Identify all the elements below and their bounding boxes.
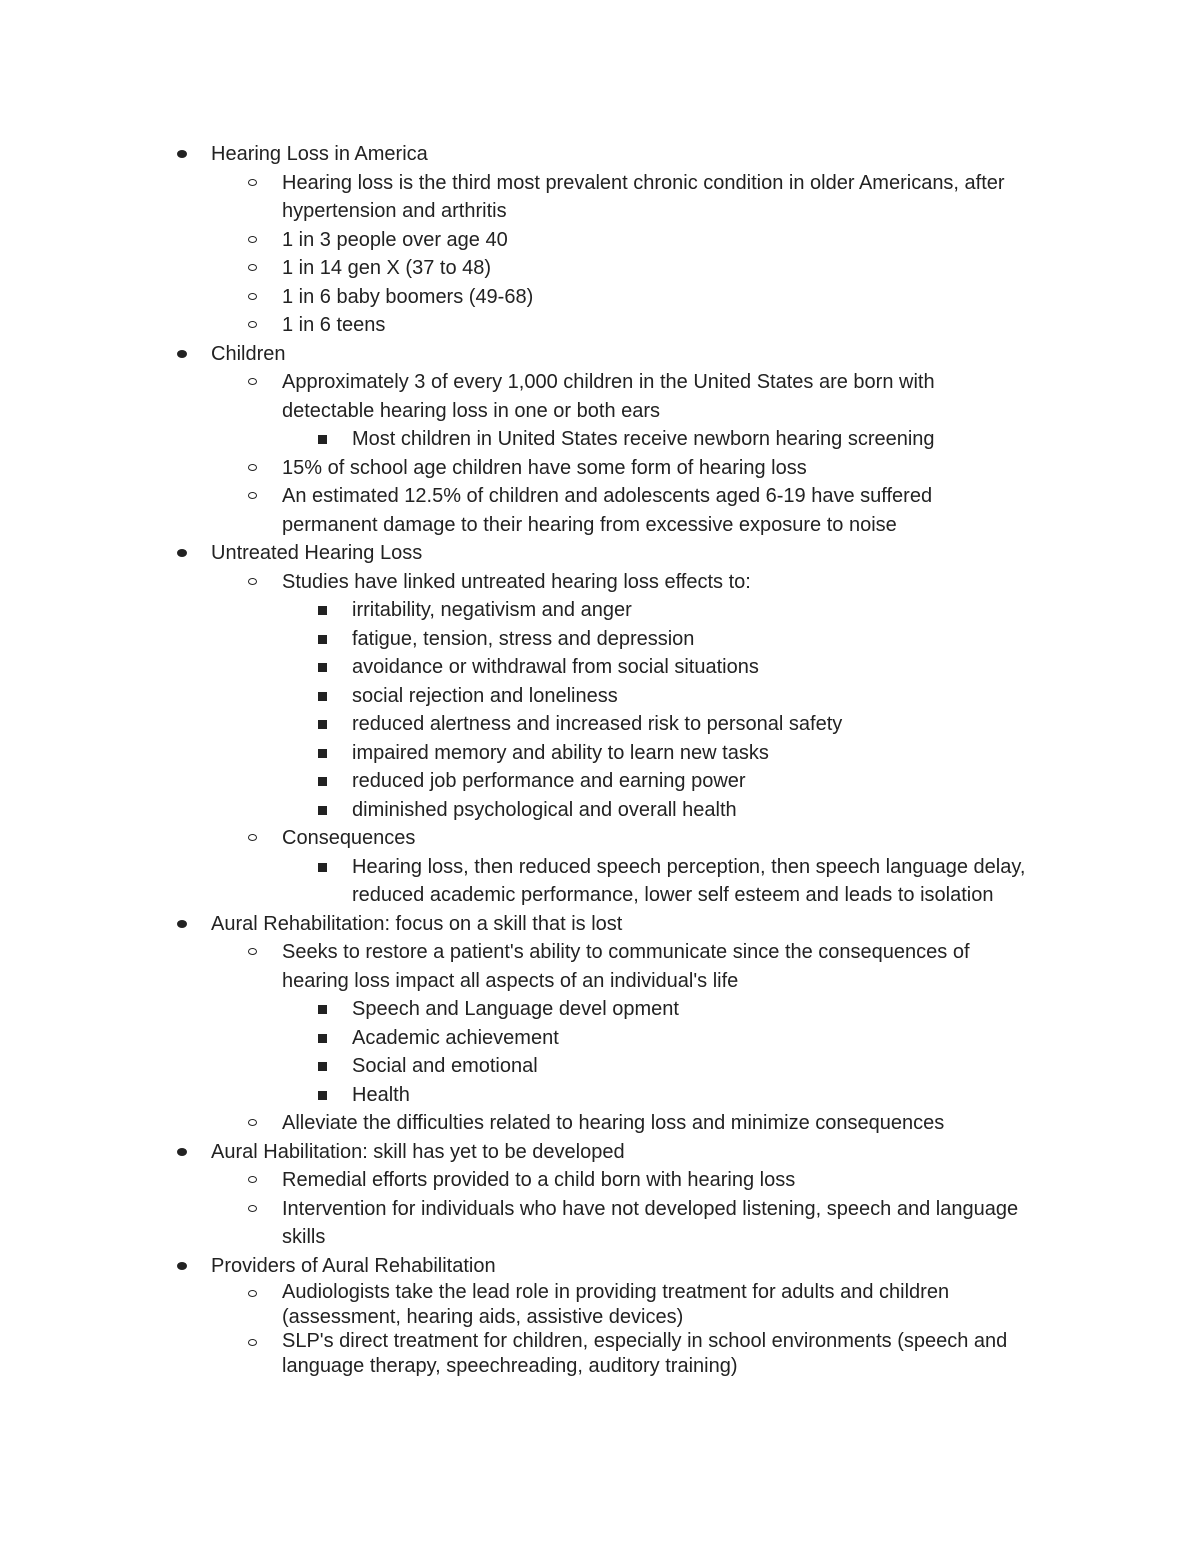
hollow-circle-bullet-icon [248,578,257,585]
list-item-text: 1 in 14 gen X (37 to 48) [282,257,492,279]
hollow-circle-bullet-icon [248,464,257,471]
nested-item-text: reduced job performance and earning power [352,770,746,792]
nested-list [0,995,1200,1109]
nested-list-item [0,425,1200,454]
nested-item-text: Social and emotional [352,1055,538,1077]
nested-item-text: impaired memory and ability to learn new tasks [352,741,769,764]
section-heading: Untreated Hearing Loss [211,542,423,564]
nested-list-item [0,995,1200,1024]
nested-item-text: fatigue, tension, stress and depression [352,627,695,650]
hollow-circle-bullet-icon [248,378,257,385]
section-item [0,539,1200,910]
square-bullet-icon [318,1062,327,1071]
section-heading: Providers of Aural Rehabilitation [211,1254,496,1277]
filled-circle-bullet-icon [177,150,187,158]
nested-list-item [0,796,1200,825]
square-bullet-icon [318,1034,327,1043]
list-item-text: 1 in 3 people over age 40 [282,228,508,251]
square-bullet-icon [318,863,327,872]
section-heading: Hearing Loss in America [211,143,428,165]
list-item [0,1195,1200,1252]
list-item-text: An estimated 12.5% of children and adolescents aged 6-19 have suffered permanent damage to their hearing from excessive exposure to noise [282,485,933,536]
nested-item-text: reduced alertness and increased risk to personal safety [352,713,843,735]
list-item [0,1329,1200,1378]
nested-list-item [0,596,1200,625]
list-item [0,454,1200,483]
nested-list-item [0,710,1200,739]
nested-item-text: Hearing loss, then reduced speech perception, then speech language delay, reduced academic performance, lower self esteem and leads to isolation [352,855,1026,906]
nested-list-item [0,853,1200,910]
list-item-text: Studies have linked untreated hearing loss effects to: [282,570,751,593]
list-item [0,368,1200,454]
list-item-text: Alleviate the difficulties related to hearing loss and minimize consequences [282,1112,945,1134]
list-item-text: 1 in 6 baby boomers (49-68) [282,285,534,308]
notes-outline [0,140,1200,1378]
sub-list [0,169,1200,340]
list-item [0,482,1200,539]
list-item-text: Intervention for individuals who have not developed listening, speech and language skills [282,1197,1019,1248]
list-item [0,568,1200,825]
square-bullet-icon [318,1005,327,1014]
filled-circle-bullet-icon [177,549,187,557]
sub-list [0,938,1200,1138]
nested-item-text: Health [352,1083,410,1106]
section-heading: Aural Habilitation: skill has yet to be developed [211,1140,625,1163]
list-item-text: 15% of school age children have some form of hearing loss [282,456,807,479]
sub-list [0,1280,1200,1378]
hollow-circle-bullet-icon [248,321,257,328]
square-bullet-icon [318,606,327,615]
square-bullet-icon [318,692,327,701]
nested-list-item [0,1052,1200,1081]
section-item [0,340,1200,540]
hollow-circle-bullet-icon [248,1205,257,1212]
sub-list [0,568,1200,910]
nested-item-text: social rejection and loneliness [352,684,618,707]
nested-list [0,425,1200,454]
list-item [0,226,1200,255]
nested-item-text: Academic achievement [352,1026,559,1049]
hollow-circle-bullet-icon [248,492,257,499]
square-bullet-icon [318,1091,327,1100]
nested-item-text: diminished psychological and overall health [352,798,737,821]
list-item-text: Approximately 3 of every 1,000 children in the United States are born with detectable hearing loss in one or both ears [282,371,935,422]
hollow-circle-bullet-icon [248,1176,257,1183]
section-heading: Children [211,342,286,365]
list-item-text: 1 in 6 teens [282,314,386,336]
nested-item-text: Speech and Language devel opment [352,998,679,1020]
nested-list [0,853,1200,910]
nested-item-text: Most children in United States receive newborn hearing screening [352,428,935,450]
list-item [0,1166,1200,1195]
list-item [0,824,1200,910]
filled-circle-bullet-icon [177,920,187,928]
square-bullet-icon [318,777,327,786]
hollow-circle-bullet-icon [248,179,257,186]
hollow-circle-bullet-icon [248,293,257,300]
list-item [0,254,1200,283]
list-item-text: Audiologists take the lead role in providing treatment for adults and children (assessment, hearing aids, assistive devices) [282,1281,950,1328]
square-bullet-icon [318,435,327,444]
hollow-circle-bullet-icon [248,834,257,841]
nested-item-text: avoidance or withdrawal from social situations [352,656,759,678]
list-item [0,311,1200,340]
hollow-circle-bullet-icon [248,1290,257,1297]
list-item [0,938,1200,1109]
nested-list [0,596,1200,824]
hollow-circle-bullet-icon [248,1339,257,1346]
nested-list-item [0,625,1200,654]
hollow-circle-bullet-icon [248,236,257,243]
nested-list-item [0,767,1200,796]
list-item [0,169,1200,226]
filled-circle-bullet-icon [177,1262,187,1270]
hollow-circle-bullet-icon [248,948,257,955]
hollow-circle-bullet-icon [248,264,257,271]
square-bullet-icon [318,635,327,644]
filled-circle-bullet-icon [177,1148,187,1156]
list-item-text: Remedial efforts provided to a child born with hearing loss [282,1169,796,1191]
nested-list-item [0,682,1200,711]
section-item [0,910,1200,1138]
nested-item-text: irritability, negativism and anger [352,599,632,621]
nested-list-item [0,1081,1200,1110]
section-item [0,1252,1200,1379]
section-item [0,140,1200,340]
nested-list-item [0,739,1200,768]
sub-list [0,368,1200,539]
list-item-text: Seeks to restore a patient's ability to communicate since the consequences of hearing loss impact all aspects of an individual's life [282,941,970,992]
section-item [0,1138,1200,1252]
list-item-text: Consequences [282,827,416,849]
list-item [0,283,1200,312]
hollow-circle-bullet-icon [248,1119,257,1126]
square-bullet-icon [318,749,327,758]
square-bullet-icon [318,720,327,729]
list-item-text: SLP's direct treatment for children, especially in school environments (speech and language therapy, speechreading, auditory training) [282,1330,1008,1377]
list-item-text: Hearing loss is the third most prevalent chronic condition in older Americans, after hypertension and arthritis [282,171,1005,222]
square-bullet-icon [318,806,327,815]
filled-circle-bullet-icon [177,350,187,358]
nested-list-item [0,653,1200,682]
section-heading: Aural Rehabilitation: focus on a skill that is lost [211,912,623,935]
list-item [0,1109,1200,1138]
nested-list-item [0,1024,1200,1053]
list-item [0,1280,1200,1329]
square-bullet-icon [318,663,327,672]
sub-list [0,1166,1200,1252]
